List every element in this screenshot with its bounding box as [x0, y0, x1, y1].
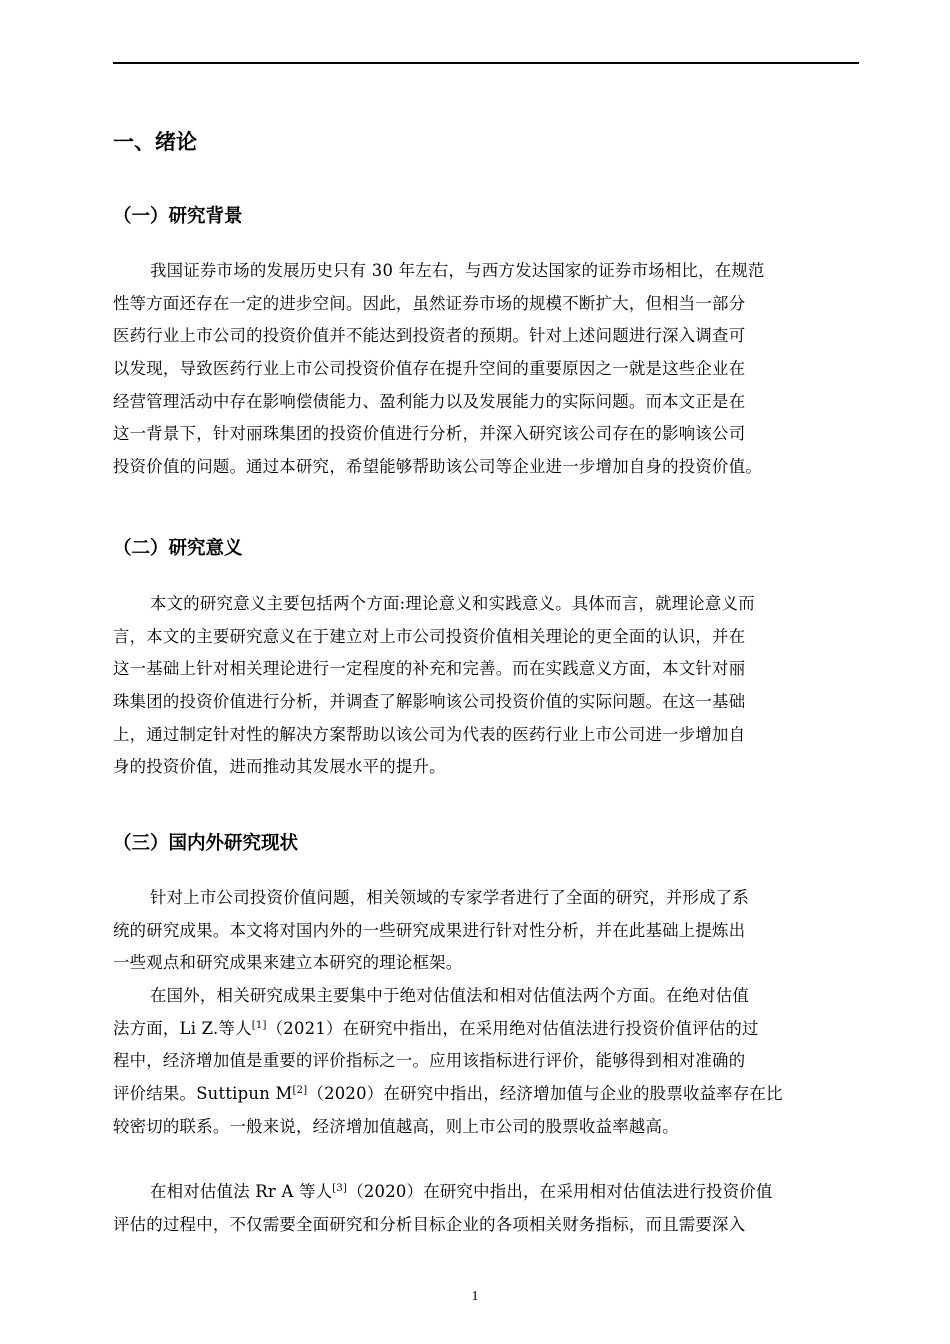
text-line: 性等方面还存在一定的进步空间。因此，虽然证券市场的规模不断扩大，但相当一部分 — [113, 293, 746, 313]
text-line: 上，通过制定针对性的解决方案帮助以该公司为代表的医药行业上市公司进一步增加自 — [113, 724, 746, 744]
text-line: 一些观点和研究成果来建立本研究的理论框架。 — [113, 953, 463, 973]
text-segment: 评价结果。Suttipun M — [113, 1084, 293, 1104]
text-line: 我国证券市场的发展历史只有 30 年左右，与西方发达国家的证券市场相比，在规范 — [150, 261, 765, 280]
text-segment: （2021）在研究中指出，在采用绝对估值法进行投资价值评估的过 — [266, 1018, 759, 1038]
text-line: 评估的过程中，不仅需要全面研究和分析目标企业的各项相关财务指标，而且需要深入 — [113, 1214, 746, 1234]
text-line: 较密切的联系。一般来说，经济增加值越高，则上市公司的股票收益率越高。 — [113, 1116, 679, 1136]
text-line: 这一基础上针对相关理论进行一定程度的补充和完善。而在实践意义方面，本文针对丽 — [113, 659, 746, 679]
text-line: 程中，经济增加值是重要的评价指标之一。应用该指标进行评价，能够得到相对准确的 — [113, 1051, 746, 1071]
paragraph-foreign-research — [113, 980, 859, 1143]
text-line: 针对上市公司投资价值问题，相关领域的专家学者进行了全面的研究，并形成了系 — [150, 888, 750, 907]
text-segment: 法方面，Li Z.等人 — [113, 1018, 252, 1038]
section-heading-background: （一）研究背景 — [113, 206, 243, 227]
paragraph-relative-valuation — [113, 1176, 859, 1241]
text-line: 本文的研究意义主要包括两个方面:理论意义和实践意义。具体而言，就理论意义而 — [150, 594, 755, 613]
section-heading-significance: （二）研究意义 — [113, 538, 243, 559]
text-segment: （2020）在研究中指出，在采用相对估值法进行投资价值 — [347, 1182, 773, 1201]
text-line: 在国外，相关研究成果主要集中于绝对估值法和相对估值法两个方面。在绝对估值 — [150, 986, 750, 1005]
text-line: 以发现，导致医药行业上市公司投资价值存在提升空间的重要原因之一就是这些企业在 — [113, 359, 746, 379]
text-segment: （2020）在研究中指出，经济增加值与企业的股票收益率存在比 — [307, 1084, 783, 1104]
text-segment: 在相对估值法 Rr A 等人 — [150, 1182, 333, 1201]
citation-ref[interactable]: [3] — [332, 1183, 348, 1194]
section-heading-literature-review: （三）国内外研究现状 — [113, 833, 299, 854]
paragraph-significance — [113, 588, 859, 784]
text-line: 统的研究成果。本文将对国内外的一些研究成果进行针对性分析，并在此基础上提炼出 — [113, 920, 746, 940]
chapter-title: 一、绪论 — [113, 130, 197, 154]
text-line — [113, 1013, 859, 1046]
paragraph-literature-intro — [113, 882, 859, 980]
text-line: 经营管理活动中存在影响偿债能力、盈利能力以及发展能力的实际问题。而本文正是在 — [113, 391, 746, 411]
text-line: 言，本文的主要研究意义在于建立对上市公司投资价值相关理论的更全面的认识，并在 — [113, 626, 746, 646]
text-line: 投资价值的问题。通过本研究，希望能够帮助该公司等企业进一步增加自身的投资价值。 — [113, 457, 762, 477]
text-line: 身的投资价值，进而推动其发展水平的提升。 — [113, 757, 446, 777]
paragraph-background — [113, 255, 859, 484]
citation-ref[interactable]: [2] — [292, 1085, 308, 1097]
text-line: 医药行业上市公司的投资价值并不能达到投资者的预期。针对上述问题进行深入调查可 — [113, 326, 746, 346]
text-line — [113, 1176, 859, 1209]
text-line: 珠集团的投资价值进行分析，并调查了解影响该公司投资价值的实际问题。在这一基础 — [113, 692, 746, 712]
header-rule — [113, 62, 859, 64]
text-line: 这一背景下，针对丽珠集团的投资价值进行分析，并深入研究该公司存在的影响该公司 — [113, 424, 746, 444]
text-line — [113, 1078, 859, 1111]
citation-ref[interactable]: [1] — [251, 1019, 267, 1031]
page-number: 1 — [471, 1289, 479, 1304]
